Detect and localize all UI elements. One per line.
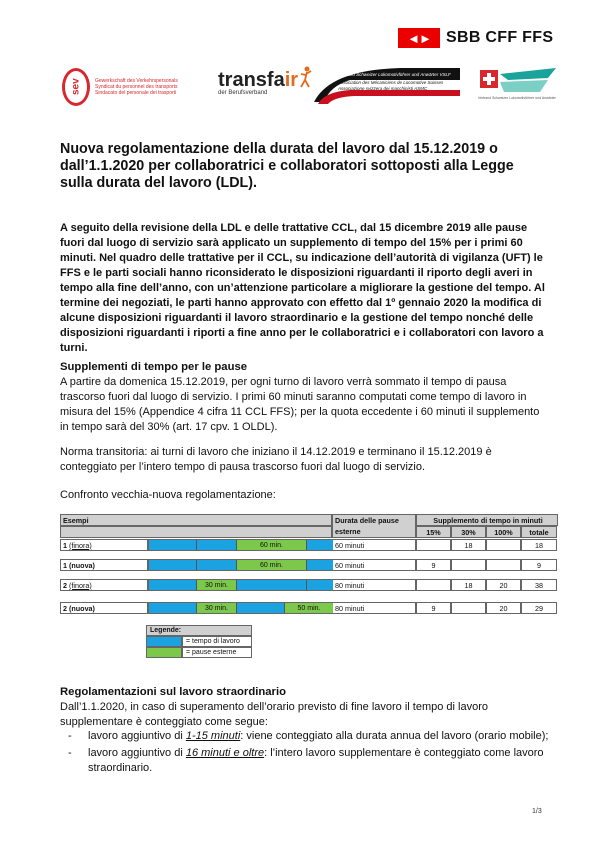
cell-totale: 29 [521,602,557,614]
header-15: 15% [416,526,451,538]
row-label [60,602,148,614]
bar-work [307,580,333,590]
header-durata: Durata delle pause esterne [332,514,416,538]
legend-work-swatch [146,636,182,647]
row-tag: (nuova) [69,560,95,570]
overtime-list [60,729,550,778]
train-line: Verband Schweizer Lokomotivführer und Anwärter VSLF [338,72,451,77]
cell-totale: 38 [521,579,557,591]
header-spacer [332,526,416,538]
list-item [60,746,550,776]
sev-lines [95,78,178,96]
bar-work [307,560,333,570]
cell-totale: 9 [521,559,557,571]
vslf-text: Verband Schweizer Lokomotivführer und Anwärter [478,96,556,100]
cell-15 [416,539,451,551]
legend-row [146,636,252,647]
sev-line: Syndicat du personnel des transports [95,84,178,90]
cell-100 [486,559,521,571]
cell-30: 18 [451,539,486,551]
train-line: Association des Mécaniciens de Locomotive Suisses [338,80,444,85]
bar-work [197,560,237,570]
bar-pause: 60 min. [237,560,307,570]
bar-work [307,540,333,550]
list-dash: - [68,747,72,759]
row-label [60,539,148,551]
cell-15 [416,579,451,591]
bar-work [149,540,197,550]
bar-cell [148,602,332,614]
sbb-name: SBB CFF FFS [446,29,554,46]
legend-pause-swatch [146,647,182,658]
compare-label: Confronto vecchia-nuova regolamentazione: [60,489,276,501]
sev-line: Sindacato del personale dei trasporti [95,90,177,96]
cell-30 [451,602,486,614]
cell-durata: 80 minuti [332,579,416,591]
legend-pause-label: = pause esterne [182,647,252,658]
table-row [60,559,558,571]
table-row [60,579,558,591]
cell-100: 20 [486,602,521,614]
cell-durata: 60 minuti [332,559,416,571]
transfair-sub: der Berufsverband [218,90,268,96]
legend-title: Legende: [146,625,252,636]
bar-work [149,603,197,613]
vslf-train-logo [310,66,462,106]
swiss-flag-icon [478,66,558,96]
list-post: : viene conteggiato alla durata annua del lavoro (orario mobile); [240,730,549,742]
legend [146,625,252,658]
cell-100 [486,539,521,551]
list-text [88,729,548,744]
train-line: Associazione svizzera dei macchinisti ASMC [338,86,428,91]
overtime-heading: Regolamentazioni sul lavoro straordinario [60,686,286,698]
bar-work [149,560,197,570]
bar-cell [148,539,332,551]
table-row [60,602,558,614]
row-number: 2 [63,580,67,590]
cell-30: 18 [451,579,486,591]
row-label [60,579,148,591]
header-totale: totale [521,526,557,538]
transfair-b: ir [284,69,299,91]
pause-paragraph: A partire da domenica 15.12.2019, per ogni turno di lavoro verrà sommato il tempo di pausa trascorso fuori dal luogo di servizio. I primi 60 minuti saranno computati come tempo di lavoro in misura del 15% (Appendice 4 cifra 11 CCL FFS); per la quota eccedente i 60 minuti il supplemento in tempo sarà del 30% (art. 17 cpv. 1 OLDL). [60,376,540,433]
table-header-row [60,526,558,538]
bar-cell [148,559,332,571]
bar-work [237,603,285,613]
legend-title-row [146,625,252,636]
vslf-logo [478,66,558,100]
legend-row [146,647,252,658]
cell-100: 20 [486,579,521,591]
bar-work [149,580,197,590]
list-post: : l’intero lavoro supplementare è conteggiato come lavoro straordinario. [88,747,544,774]
pause-heading: Supplementi di tempo per le pause [60,361,248,373]
bar-pause: 60 min. [237,540,307,550]
transition-paragraph: Norma transitoria: ai turni di lavoro che iniziano il 14.12.2019 e terminano il 15.12.2019 è conteggiato per l’intero tempo di pausa trascorso fuori dal luogo di servizio. [60,446,492,473]
sbb-arrow-icon: ◄► [398,28,440,48]
row-number: 1 [63,540,67,550]
list-dash: - [68,730,72,742]
overtime-paragraph: Dall’1.1.2020, in caso di superamento dell’orario previsto di fine lavoro il tempo di lavoro supplementare è conteggiato come segue: [60,701,489,728]
sev-line: Gewerkschaft des Verkehrspersonals [95,78,178,84]
transfair-a: transfa [218,69,285,91]
cell-15: 9 [416,602,451,614]
header-100: 100% [486,526,521,538]
sev-mark: sev [62,68,90,106]
bar-pause: 50 min. [285,603,333,613]
header-30: 30% [451,526,486,538]
row-label [60,559,148,571]
bar-cell [148,579,332,591]
list-item [60,729,550,744]
page-title: Nuova regolamentazione della durata del lavoro dal 15.12.2019 o dall’1.1.2020 per collaboratrici e collaboratori sottoposti alla Legge sulla durata del lavoro (LDL). [60,141,514,191]
transfair-logo [218,66,312,96]
row-tag: (finora) [69,580,92,590]
bar-work [237,580,307,590]
list-em: 16 minuti e oltre [185,747,265,759]
cell-15: 9 [416,559,451,571]
sbb-logo [398,28,553,48]
cell-30 [451,559,486,571]
cell-durata: 60 minuti [332,539,416,551]
list-text [88,746,550,776]
bar-work [197,540,237,550]
row-tag: (finora) [69,540,92,550]
header-blank [60,526,332,538]
header-esempi: Esempi [60,514,332,526]
sev-logo [62,68,178,106]
intro-paragraph: A seguito della revisione della LDL e delle trattative CCL, dal 15 dicembre 2019 alle pause fuori dal luogo di servizio sarà applicato un supplemento di tempo del 15% per i primi 60 minuti. Nel quadro delle trattative per il CCL, su indicazione dell’autorità di vigilanza (UFT) le FFS e le parti sociali hanno riconsiderato le disposizioni riguardanti il riporto degli averi in tempo alla fine dell’anno, con un’attenzione particolare a migliorare la gestione del tempo. Al termine dei negoziati, le parti hanno approvato con effetto dal 1º gennaio 2020 la modifica di alcune disposizioni riguardanti il lavoro straordinario e la gestione del tempo nonché delle disposizioni riguardanti i riporti a fine anno per le collaboratrici e i collaboratori con lavoro a turni. [60,222,545,354]
train-lines [338,72,451,92]
row-number: 1 [63,560,67,570]
row-tag: (nuova) [69,603,95,613]
page-number: 1/3 [532,808,542,815]
cell-durata: 80 minuti [332,602,416,614]
header-supplemento: Supplemento di tempo in minuti [416,514,558,526]
table-row [60,539,558,551]
list-em: 1-15 minuti [185,730,241,742]
bar-pause: 30 min. [197,580,237,590]
transfair-name [218,66,312,92]
bar-pause: 30 min. [197,603,237,613]
legend-work-label: = tempo di lavoro [182,636,252,647]
list-pre: lavoro aggiuntivo di [88,747,186,759]
list-pre: lavoro aggiuntivo di [88,730,186,742]
row-number: 2 [63,603,67,613]
cell-totale: 18 [521,539,557,551]
